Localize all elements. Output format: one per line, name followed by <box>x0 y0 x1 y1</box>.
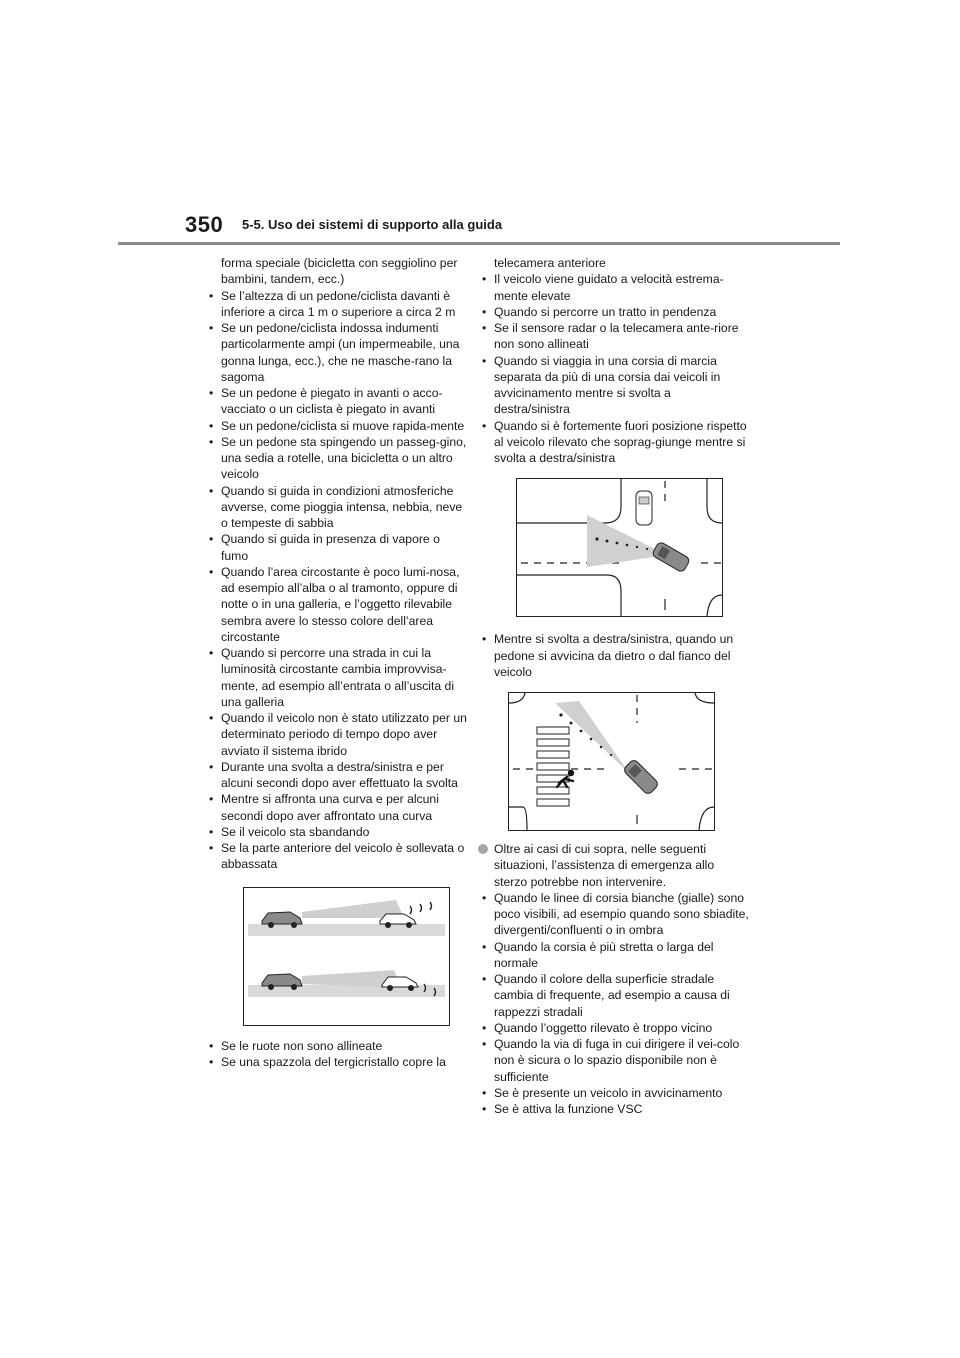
list-item: • Quando le linee di corsia bianche (gialle) sono poco visibili, ad esempio quando sono sbiadite, divergenti/confluenti o in ombra <box>478 890 750 939</box>
curb-line <box>707 595 722 616</box>
road-strip <box>248 924 445 936</box>
vehicle-pitch-figure <box>243 887 450 1026</box>
curb-line <box>517 575 621 616</box>
right-column <box>478 255 750 1117</box>
curb-line <box>707 479 722 523</box>
ego-car-icon <box>623 759 660 796</box>
list-item: • Quando si è fortemente fuori posizione rispetto al veicolo rilevato che soprag-giunge mentre si svolta a destra/sinistra <box>478 418 750 467</box>
list-item: • Quando si guida in condizioni atmosferiche avverse, come pioggia intensa, nebbia, neve o tempeste di sabbia <box>205 483 467 532</box>
list-item: • Mentre si svolta a destra/sinistra, quando un pedone si avvicina da dietro o dal fianco del veicolo <box>478 631 750 680</box>
oncoming-car-icon <box>636 491 652 525</box>
list-item: • Se il sensore radar o la telecamera ante-riore non sono allineati <box>478 320 750 353</box>
bullet-dot-icon <box>478 844 488 854</box>
sensor-wave-icon <box>410 902 432 914</box>
section-title: 5-5. Uso dei sistemi di supporto alla guida <box>242 217 503 232</box>
list-item: • Durante una svolta a destra/sinistra e per alcuni secondi dopo aver effettuato la svolta <box>205 759 467 792</box>
list-item: • Se un pedone sta spingendo un passeg-gino, una sedia a rotelle, una bicicletta o un altro veicolo <box>205 434 467 483</box>
list-item: • Quando la via di fuga in cui dirigere il vei-colo non è sicura o lo spazio disponibile non è sufficiente <box>478 1036 750 1085</box>
header-rule <box>118 242 840 245</box>
list-item: • Quando il colore della superficie stradale cambia di frequente, ad esempio a causa di rappezzi stradali <box>478 971 750 1020</box>
curb-line <box>695 693 714 703</box>
list-item: • Se il veicolo sta sbandando <box>205 824 467 840</box>
list-item: • Il veicolo viene guidato a velocità estrema-mente elevate <box>478 271 750 304</box>
list-item: • Mentre si affronta una curva e per alcuni secondi dopo aver affrontato una curva <box>205 791 467 824</box>
radar-beam <box>587 515 667 567</box>
list-item: • Se le ruote non sono allineate <box>205 1038 467 1054</box>
left-column <box>205 255 467 1070</box>
list-item: • Quando si viaggia in una corsia di marcia separata da più di una corsia dai veicoli in avvicinamento mentre si svolta a destra/sinistra <box>478 353 750 418</box>
list-item: • Se un pedone/ciclista indossa indumenti particolarmente ampi (un impermeabile, una gonna lunga, ecc.), che ne masche-rano la sagoma <box>205 320 467 385</box>
sub-heading-text: Oltre ai casi di cui sopra, nelle seguenti situazioni, l’assistenza di emergenza allo sterzo potrebbe non intervenire. <box>494 842 715 889</box>
list-item: • Se l’altezza di un pedone/ciclista davanti è inferiore a circa 1 m o superiore a circa 2 m <box>205 288 467 321</box>
list-item: • Quando l’area circostante è poco lumi-nosa, ad esempio all’alba o al tramonto, oppure di notte o in una galleria, e l’oggetto rilevabile sembra avere lo stesso colore dell’area circostante <box>205 564 467 645</box>
list-item: • Se è attiva la funzione VSC <box>478 1101 750 1117</box>
ego-car-icon <box>651 541 690 573</box>
crosswalk <box>537 727 569 806</box>
list-item: • Se un pedone è piegato in avanti o acco-vacciato o un ciclista è piegato in avanti <box>205 385 467 418</box>
list-item: • Quando si percorre un tratto in pendenza <box>478 304 750 320</box>
list-item: • Se la parte anteriore del veicolo è sollevata o abbassata <box>205 840 467 873</box>
curb-line <box>509 693 525 703</box>
list-item: • Quando il veicolo non è stato utilizzato per un determinato periodo di tempo dopo aver avviato il sistema ibrido <box>205 710 467 759</box>
list-item: • Se è presente un veicolo in avvicinamento <box>478 1085 750 1101</box>
turn-pedestrian-figure <box>508 692 715 831</box>
curb-line <box>509 807 527 830</box>
list-item: • Quando si guida in presenza di vapore o fumo <box>205 531 467 564</box>
page-number: 350 <box>185 212 224 237</box>
curb-line <box>699 807 714 830</box>
turn-oncoming-vehicle-figure <box>516 478 723 617</box>
list-item: • Quando l’oggetto rilevato è troppo vicino <box>478 1020 750 1036</box>
curb-line <box>517 479 621 523</box>
intro-continuation: forma speciale (bicicletta con seggiolino per bambini, tandem, ecc.) <box>221 256 458 287</box>
right-continuation: telecamera anteriore <box>494 256 606 270</box>
list-item: • Se una spazzola del tergicristallo copre la <box>205 1054 467 1070</box>
sub-heading <box>478 841 750 890</box>
list-item: • Quando la corsia è più stretta o larga del normale <box>478 939 750 972</box>
list-item: • Quando si percorre una strada in cui la luminosità circostante cambia improvvisa-mente, ad esempio all’entrata o all’uscita di una galleria <box>205 645 467 710</box>
list-item: • Se un pedone/ciclista si muove rapida-mente <box>205 418 467 434</box>
radar-beam <box>555 701 629 773</box>
